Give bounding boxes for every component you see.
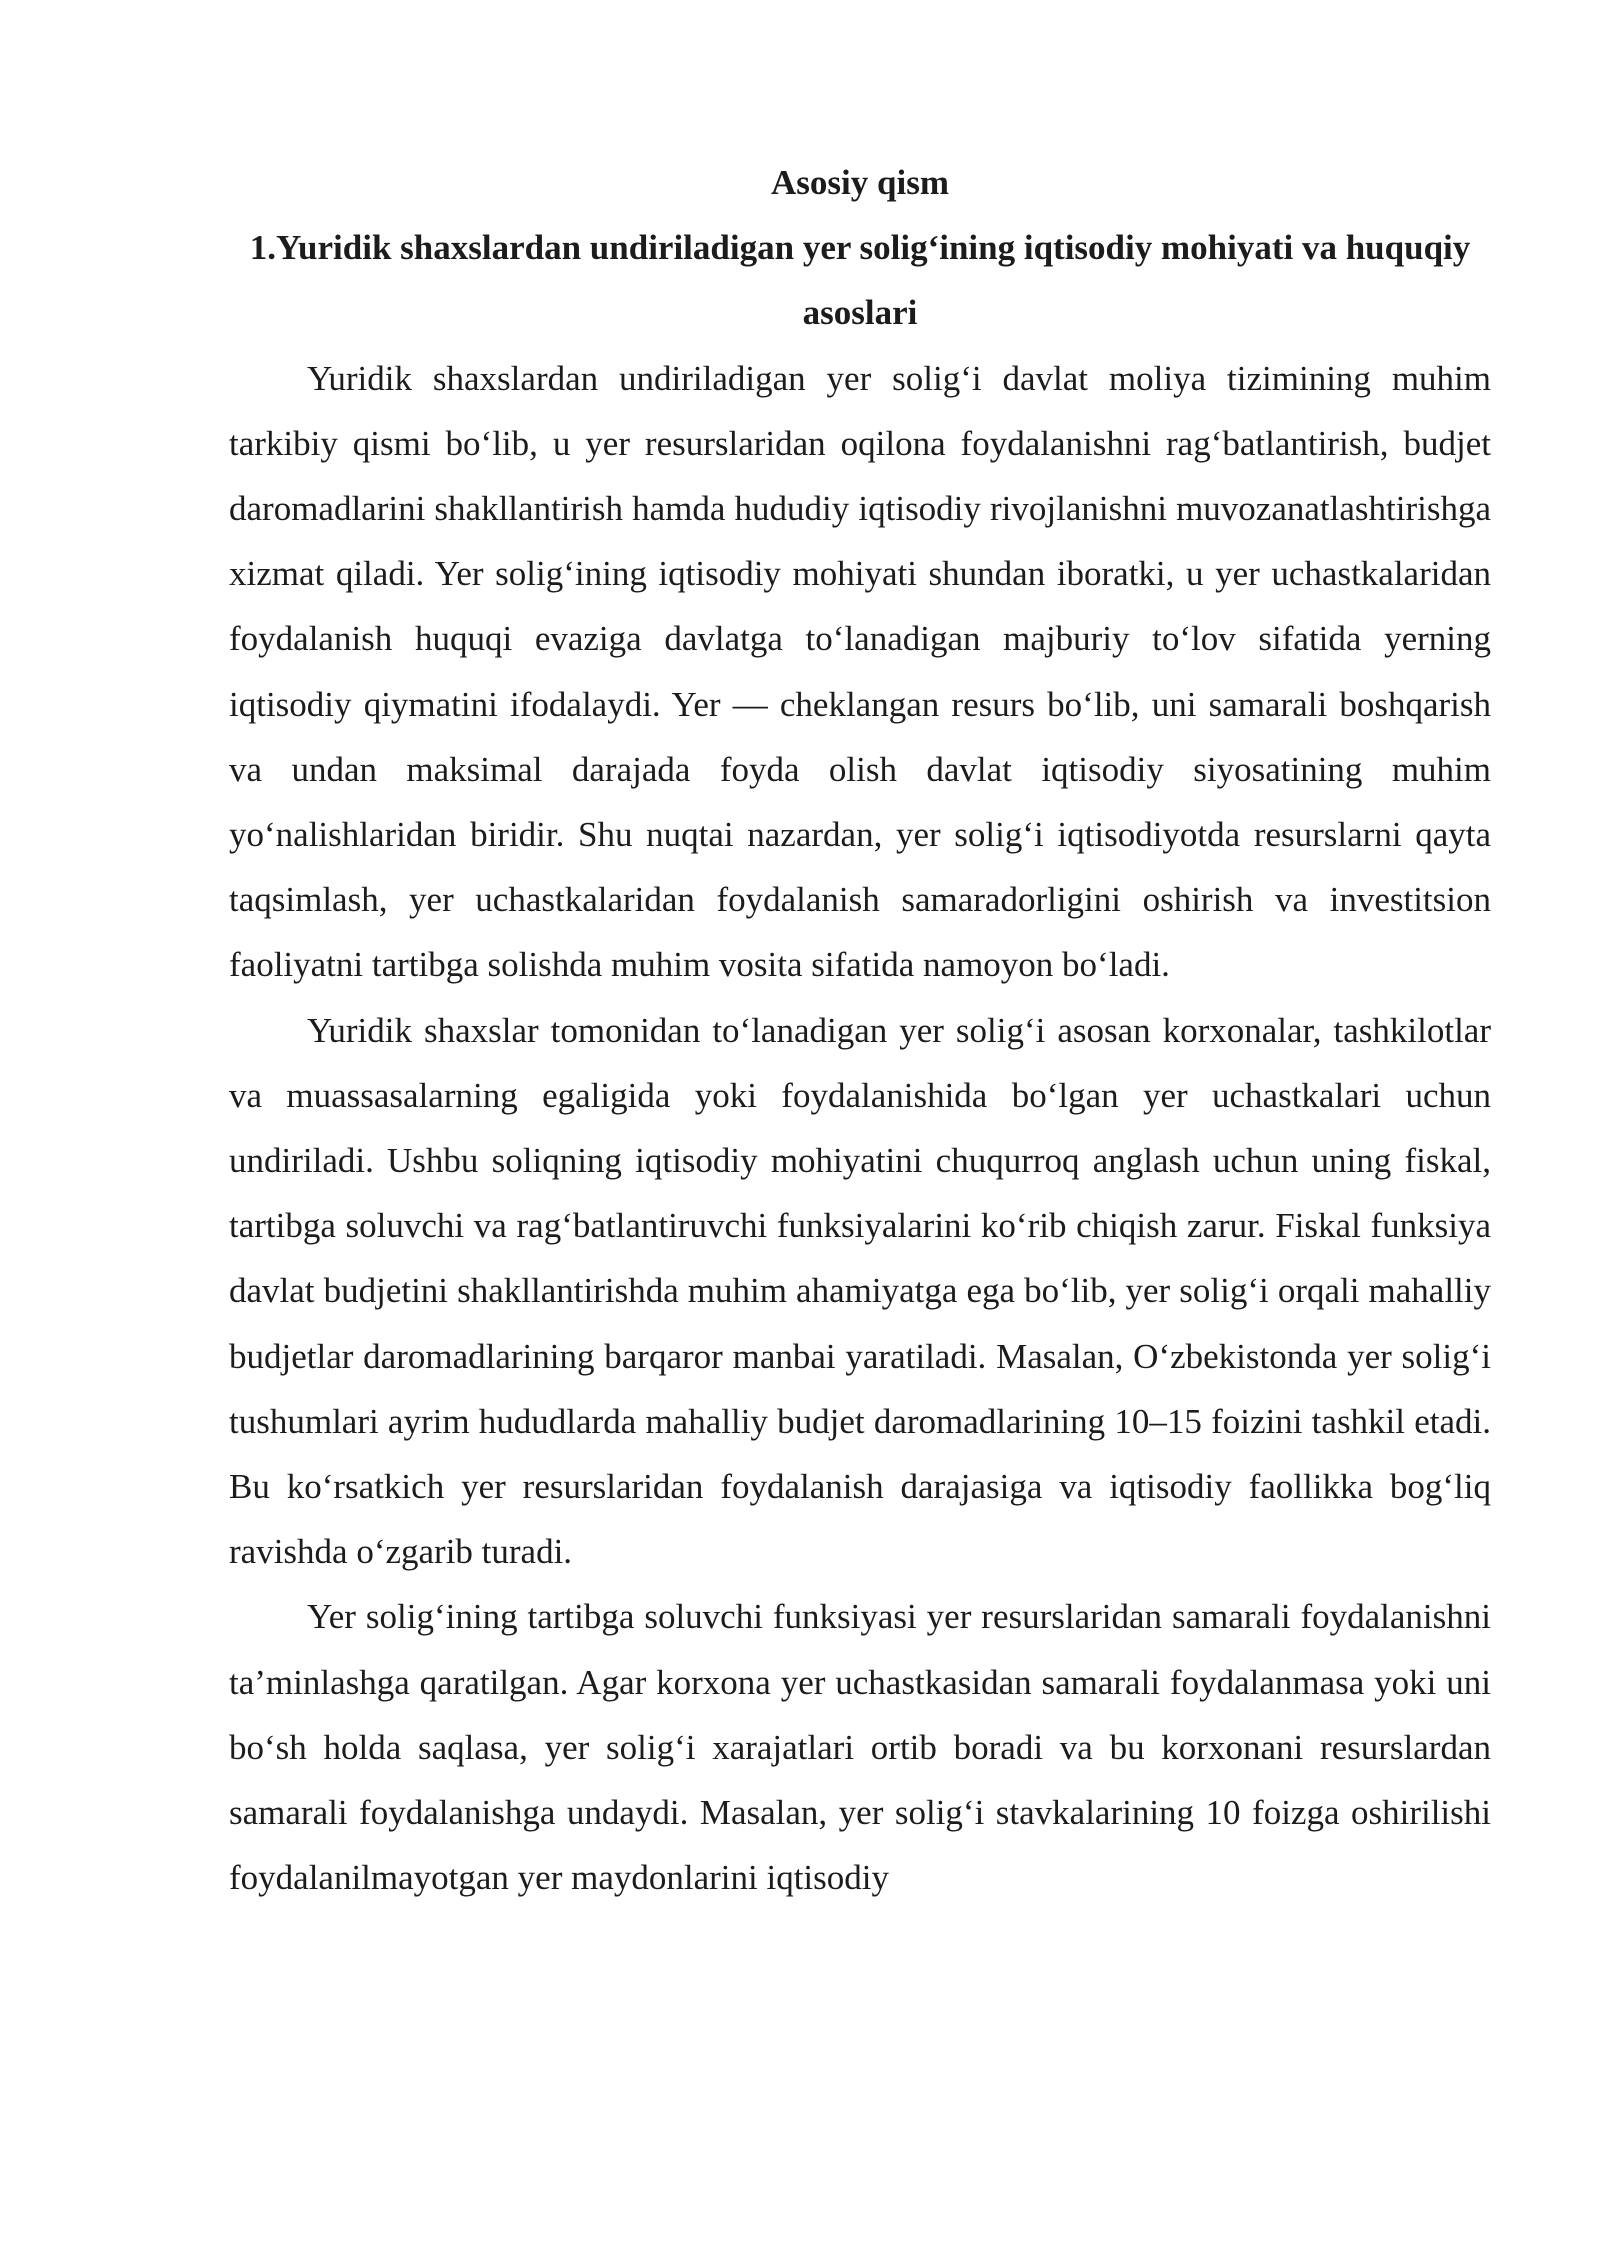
paragraph-1: Yuridik shaxslardan undiriladigan yer solig‘i davlat moliya tizimining muhim tarkibiy qismi bo‘lib, u yer resurslaridan oqilona foydalanishni rag‘batlantirish, budjet daromadlarini shakllantirish hamda hududiy iqtisodiy rivojlanishni muvozanatlashtirishga xizmat qiladi. Yer solig‘ining iqtisodiy mohiyati shundan iboratki, u yer uchastkalaridan foydalanish huquqi evaziga davlatga to‘lanadigan majburiy to‘lov sifatida yerning iqtisodiy qiymatini ifodalaydi. Yer — cheklangan resurs bo‘lib, uni samarali boshqarish va undan maksimal darajada foyda olish davlat iqtisodiy siyosatining muhim yo‘nalishlaridan biridir. Shu nuqtai nazardan, yer solig‘i iqtisodiyotda resurslarni qayta taqsimlash, yer uchastkalaridan foydalanish samaradorligini oshirish va investitsion faoliyatni tartibga solishda muhim vosita sifatida namoyon bo‘ladi.	[229, 358, 1491, 985]
section-title: 1.Yuridik shaxslardan undiriladigan yer solig‘ining iqtisodiy mohiyati va huquqiy asoslari	[249, 228, 1471, 333]
part-title: Asosiy qism	[771, 163, 949, 202]
paragraph-2: Yuridik shaxslar tomonidan to‘lanadigan yer solig‘i asosan korxonalar, tashkilotlar va muassasalarning egaligida yoki foydalanishida bo‘lgan yer uchastkalari uchun undiriladi. Ushbu soliqning iqtisodiy mohiyatini chuqurroq anglash uchun uning fiskal, tartibga soluvchi va rag‘batlantiruvchi funksiyalarini ko‘rib chiqish zarur. Fiskal funksiya davlat budjetini shakllantirishda muhim ahamiyatga ega bo‘lib, yer solig‘i orqali mahalliy budjetlar daromadlarining barqaror manbai yaratiladi. Masalan, O‘zbekistonda yer solig‘i tushumlari ayrim hududlarda mahalliy budjet daromadlarining 10–15 foizini tashkil etadi. Bu ko‘rsatkich yer resurslaridan foydalanish darajasiga va iqtisodiy faollikka bog‘liq ravishda o‘zgarib turadi.	[229, 1010, 1491, 1572]
paragraph-3: Yer solig‘ining tartibga soluvchi funksiyasi yer resurslaridan samarali foydalanishni ta’minlashga qaratilgan. Agar korxona yer uchastkasidan samarali foydalanmasa yoki uni bo‘sh holda saqlasa, yer solig‘i xarajatlari ortib boradi va bu korxonani resurslardan samarali foydalanishga undaydi. Masalan, yer solig‘i stavkalarining 10 foizga oshirilishi foydalanilmayotgan yer maydonlarini iqtisodiy	[229, 1597, 1491, 1898]
document-body	[229, 150, 1491, 1910]
